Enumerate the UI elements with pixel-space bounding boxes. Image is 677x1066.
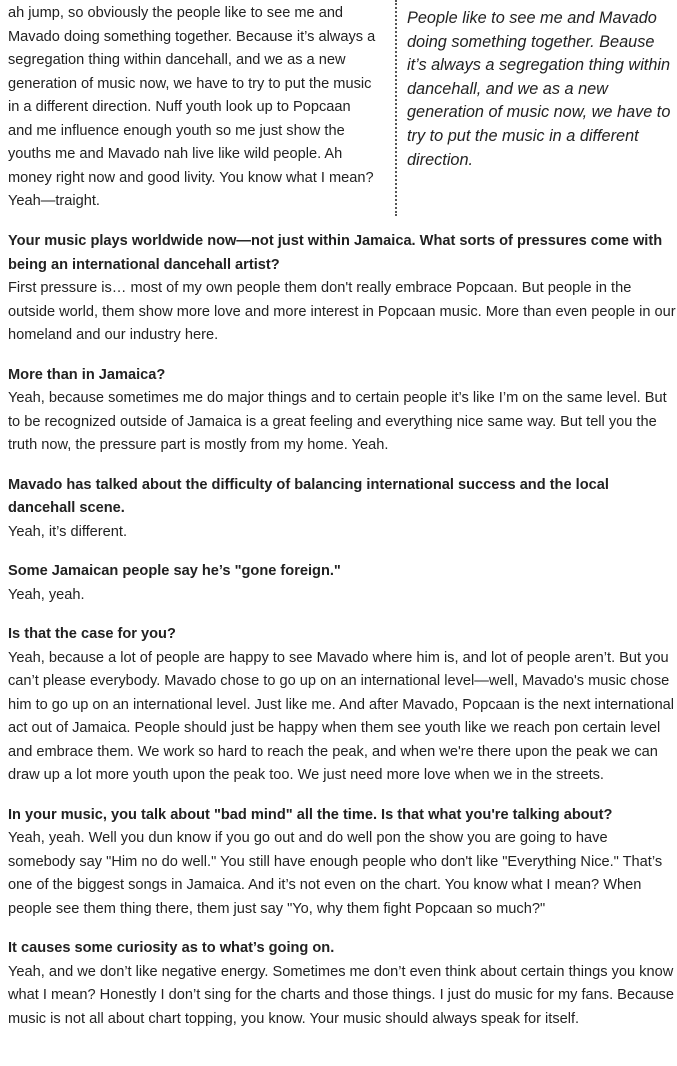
qa-block <box>8 364 676 458</box>
qa-block <box>8 804 676 922</box>
answer: Yeah, because sometimes me do major things and to certain people it’s like I’m on the same level. But to be recognized outside of Jamaica is a great feeling and everything nice same way. But tell you the truth now, the pressure part is mostly from my home. Yeah. <box>8 390 667 453</box>
qa-block <box>8 623 676 788</box>
question: It causes some curiosity as to what’s going on. <box>8 940 335 956</box>
question: Your music plays worldwide now—not just within Jamaica. What sorts of pressures come with being an international dancehall artist? <box>8 233 663 273</box>
interview-qa <box>8 230 676 1047</box>
column-divider <box>395 0 397 216</box>
qa-block <box>8 937 676 1031</box>
question: More than in Jamaica? <box>8 366 166 383</box>
question: In your music, you talk about "bad mind" all the time. Is that what you're talking about? <box>8 806 613 823</box>
answer: First pressure is… most of my own people them don't really embrace Popcaan. But people in the outside world, them show more love and more interest in Popcaan music. More than even people in our homeland and our industry here. <box>8 280 676 343</box>
qa-block <box>8 230 676 348</box>
qa-block <box>8 560 676 607</box>
answer: Yeah, and we don’t like negative energy. Sometimes me don’t even think about certain things you know what I mean? Honestly I don’t sing for the charts and those things. I just do music for my fans. Because music is not all about chart topping, you know. Your music should always speak for itself. <box>8 963 674 1027</box>
intro-paragraph: ah jump, so obviously the people like to see me and Mavado doing something together. Because it’s always a segregation thing within dancehall, and we as a new generation of music now, we have to try to put the music in a different direction. Nuff youth look up to Popcaan and me influence enough youth so me just show the youths me and Mavado nah live like wild people. Ah money right now and good livity. You know what I mean? Yeah—traight. <box>8 5 376 209</box>
pull-quote: People like to see me and Mavado doing something together. Beause it’s always a segregation thing within dancehall, and we as a new generation of music now, we have to try to put the music in a different direction. <box>407 9 671 169</box>
intro-section <box>8 0 677 216</box>
question: Some Jamaican people say he’s "gone foreign." <box>8 563 341 579</box>
answer: Yeah, because a lot of people are happy to see Mavado where him is, and lot of people aren’t. But you can’t please everybody. Mavado chose to go up on an international level—well, Mavado's music chose him to go up on an international level. Just like me. And after Mavado, Popcaan is the next international act out of Jamaica. People should just be happy when them see youth like we reach pon certain level and embrace them. We work so hard to reach the peak, and when we're there upon the peak we can draw up a lot more youth upon the peak too. We just need more love when we in the streets. <box>8 649 675 783</box>
answer: Yeah, yeah. <box>8 586 85 603</box>
question: Is that the case for you? <box>8 626 176 642</box>
qa-block <box>8 474 676 545</box>
answer: Yeah, it’s different. <box>8 523 128 540</box>
answer: Yeah, yeah. Well you dun know if you go out and do well pon the show you are going to have somebody say "Him no do well." You still have enough people who don't like "Everything Nice." That’s one of the biggest songs in Jamaica. And it’s not even on the chart. You know what I mean? When people see them thing there, them just say "Yo, why them fight Popcaan so much?" <box>8 830 663 917</box>
question: Mavado has talked about the difficulty of balancing international success and the local dancehall scene. <box>8 476 609 516</box>
